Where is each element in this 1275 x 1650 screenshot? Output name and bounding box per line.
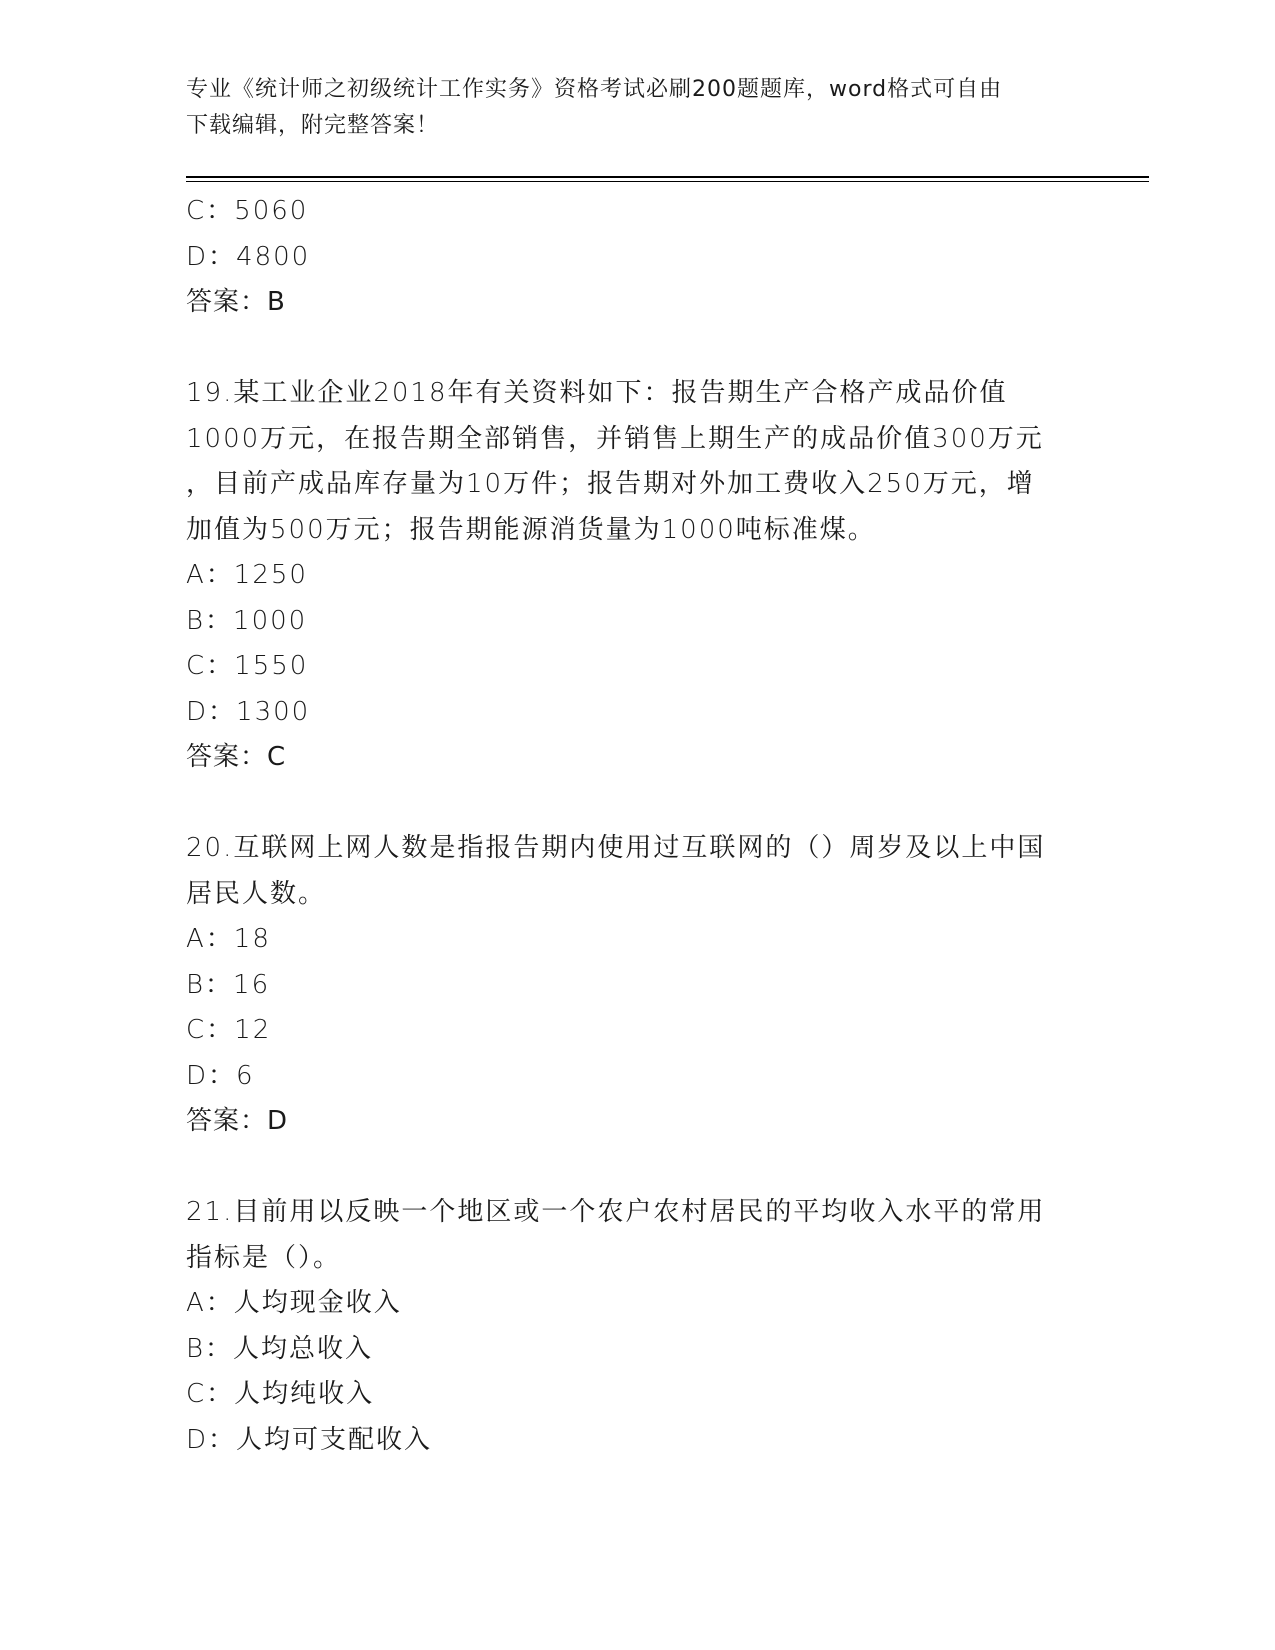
option-text: 1550 (234, 651, 309, 681)
option-text: 人均总收入 (233, 1333, 374, 1364)
question-21 (186, 1190, 1086, 1463)
spacer (186, 1145, 1086, 1191)
option-text: 18 (233, 924, 271, 954)
option-label: A： (186, 1288, 234, 1318)
question-stem-line: 加值为500万元；报告期能源消货量为1000吨标准煤。 (186, 514, 876, 545)
option-row (186, 1008, 1086, 1054)
question-stem-line: 21.目前用以反映一个地区或一个农户农村居民的平均收入水平的常用 (186, 1197, 1046, 1227)
option-text: 5060 (234, 196, 309, 226)
document-header (186, 72, 1086, 144)
option-row (186, 553, 1086, 599)
question-stem-line: 20.互联网上网人数是指报告期内使用过互联网的（）周岁及以上中国 (186, 833, 1046, 863)
option-text: 人均纯收入 (234, 1379, 375, 1409)
option-label: C： (186, 196, 235, 226)
option-label: B： (186, 605, 234, 636)
question-stem-line: 1000万元，在报告期全部销售，并销售上期生产的成品价值300万元 (186, 423, 1044, 454)
option-label: B： (186, 969, 234, 1000)
option-row (186, 917, 1086, 963)
option-row (186, 690, 1086, 736)
option-label: D： (186, 241, 237, 272)
option-label: C： (186, 1379, 235, 1409)
question-stem-line: 指标是（）。 (186, 1242, 342, 1273)
option-text: 1000 (233, 605, 308, 636)
question-content (186, 189, 1086, 1463)
option-text: 人均可支配收入 (236, 1424, 433, 1455)
question-20 (186, 826, 1086, 1145)
option-text: 人均现金收入 (233, 1288, 402, 1318)
answer-line: 答案：D (186, 1106, 289, 1136)
option-row (186, 1054, 1086, 1100)
option-text: 12 (234, 1015, 272, 1045)
prev-question-tail (186, 189, 1086, 326)
header-line-1: 专业《统计师之初级统计工作实务》资格考试必刷200题题库，word格式可自由 (186, 77, 1003, 102)
option-text: 1300 (236, 696, 311, 727)
option-label: D： (186, 1060, 237, 1091)
option-row (186, 644, 1086, 690)
option-text: 4800 (236, 241, 311, 272)
option-row (186, 189, 1086, 235)
option-label: A： (186, 560, 234, 590)
option-label: C： (186, 1015, 235, 1045)
option-row (186, 1418, 1086, 1464)
spacer (186, 326, 1086, 372)
option-row (186, 235, 1086, 281)
option-label: B： (186, 1333, 234, 1364)
header-line-2: 下载编辑，附完整答案！ (186, 113, 440, 138)
option-text: 6 (236, 1060, 255, 1091)
option-row (186, 599, 1086, 645)
option-text: 1250 (233, 560, 308, 590)
option-row (186, 1281, 1086, 1327)
spacer (186, 781, 1086, 827)
option-label: D： (186, 696, 237, 727)
question-stem-line: 19.某工业企业2018年有关资料如下：报告期生产合格产成品价值 (186, 378, 1008, 408)
option-label: D： (186, 1424, 237, 1455)
question-stem-line: 居民人数。 (186, 878, 327, 909)
header-divider-thick (186, 176, 1149, 178)
option-text: 16 (233, 969, 271, 1000)
option-label: C： (186, 651, 235, 681)
header-divider-thin (186, 181, 1149, 182)
option-label: A： (186, 924, 234, 954)
option-row (186, 1372, 1086, 1418)
answer-line: 答案：C (186, 742, 287, 772)
option-row (186, 1327, 1086, 1373)
question-stem-line: ，目前产成品库存量为10万件；报告期对外加工费收入250万元，增 (186, 469, 1035, 499)
answer-line: 答案：B (186, 287, 286, 317)
option-row (186, 963, 1086, 1009)
question-19 (186, 371, 1086, 781)
